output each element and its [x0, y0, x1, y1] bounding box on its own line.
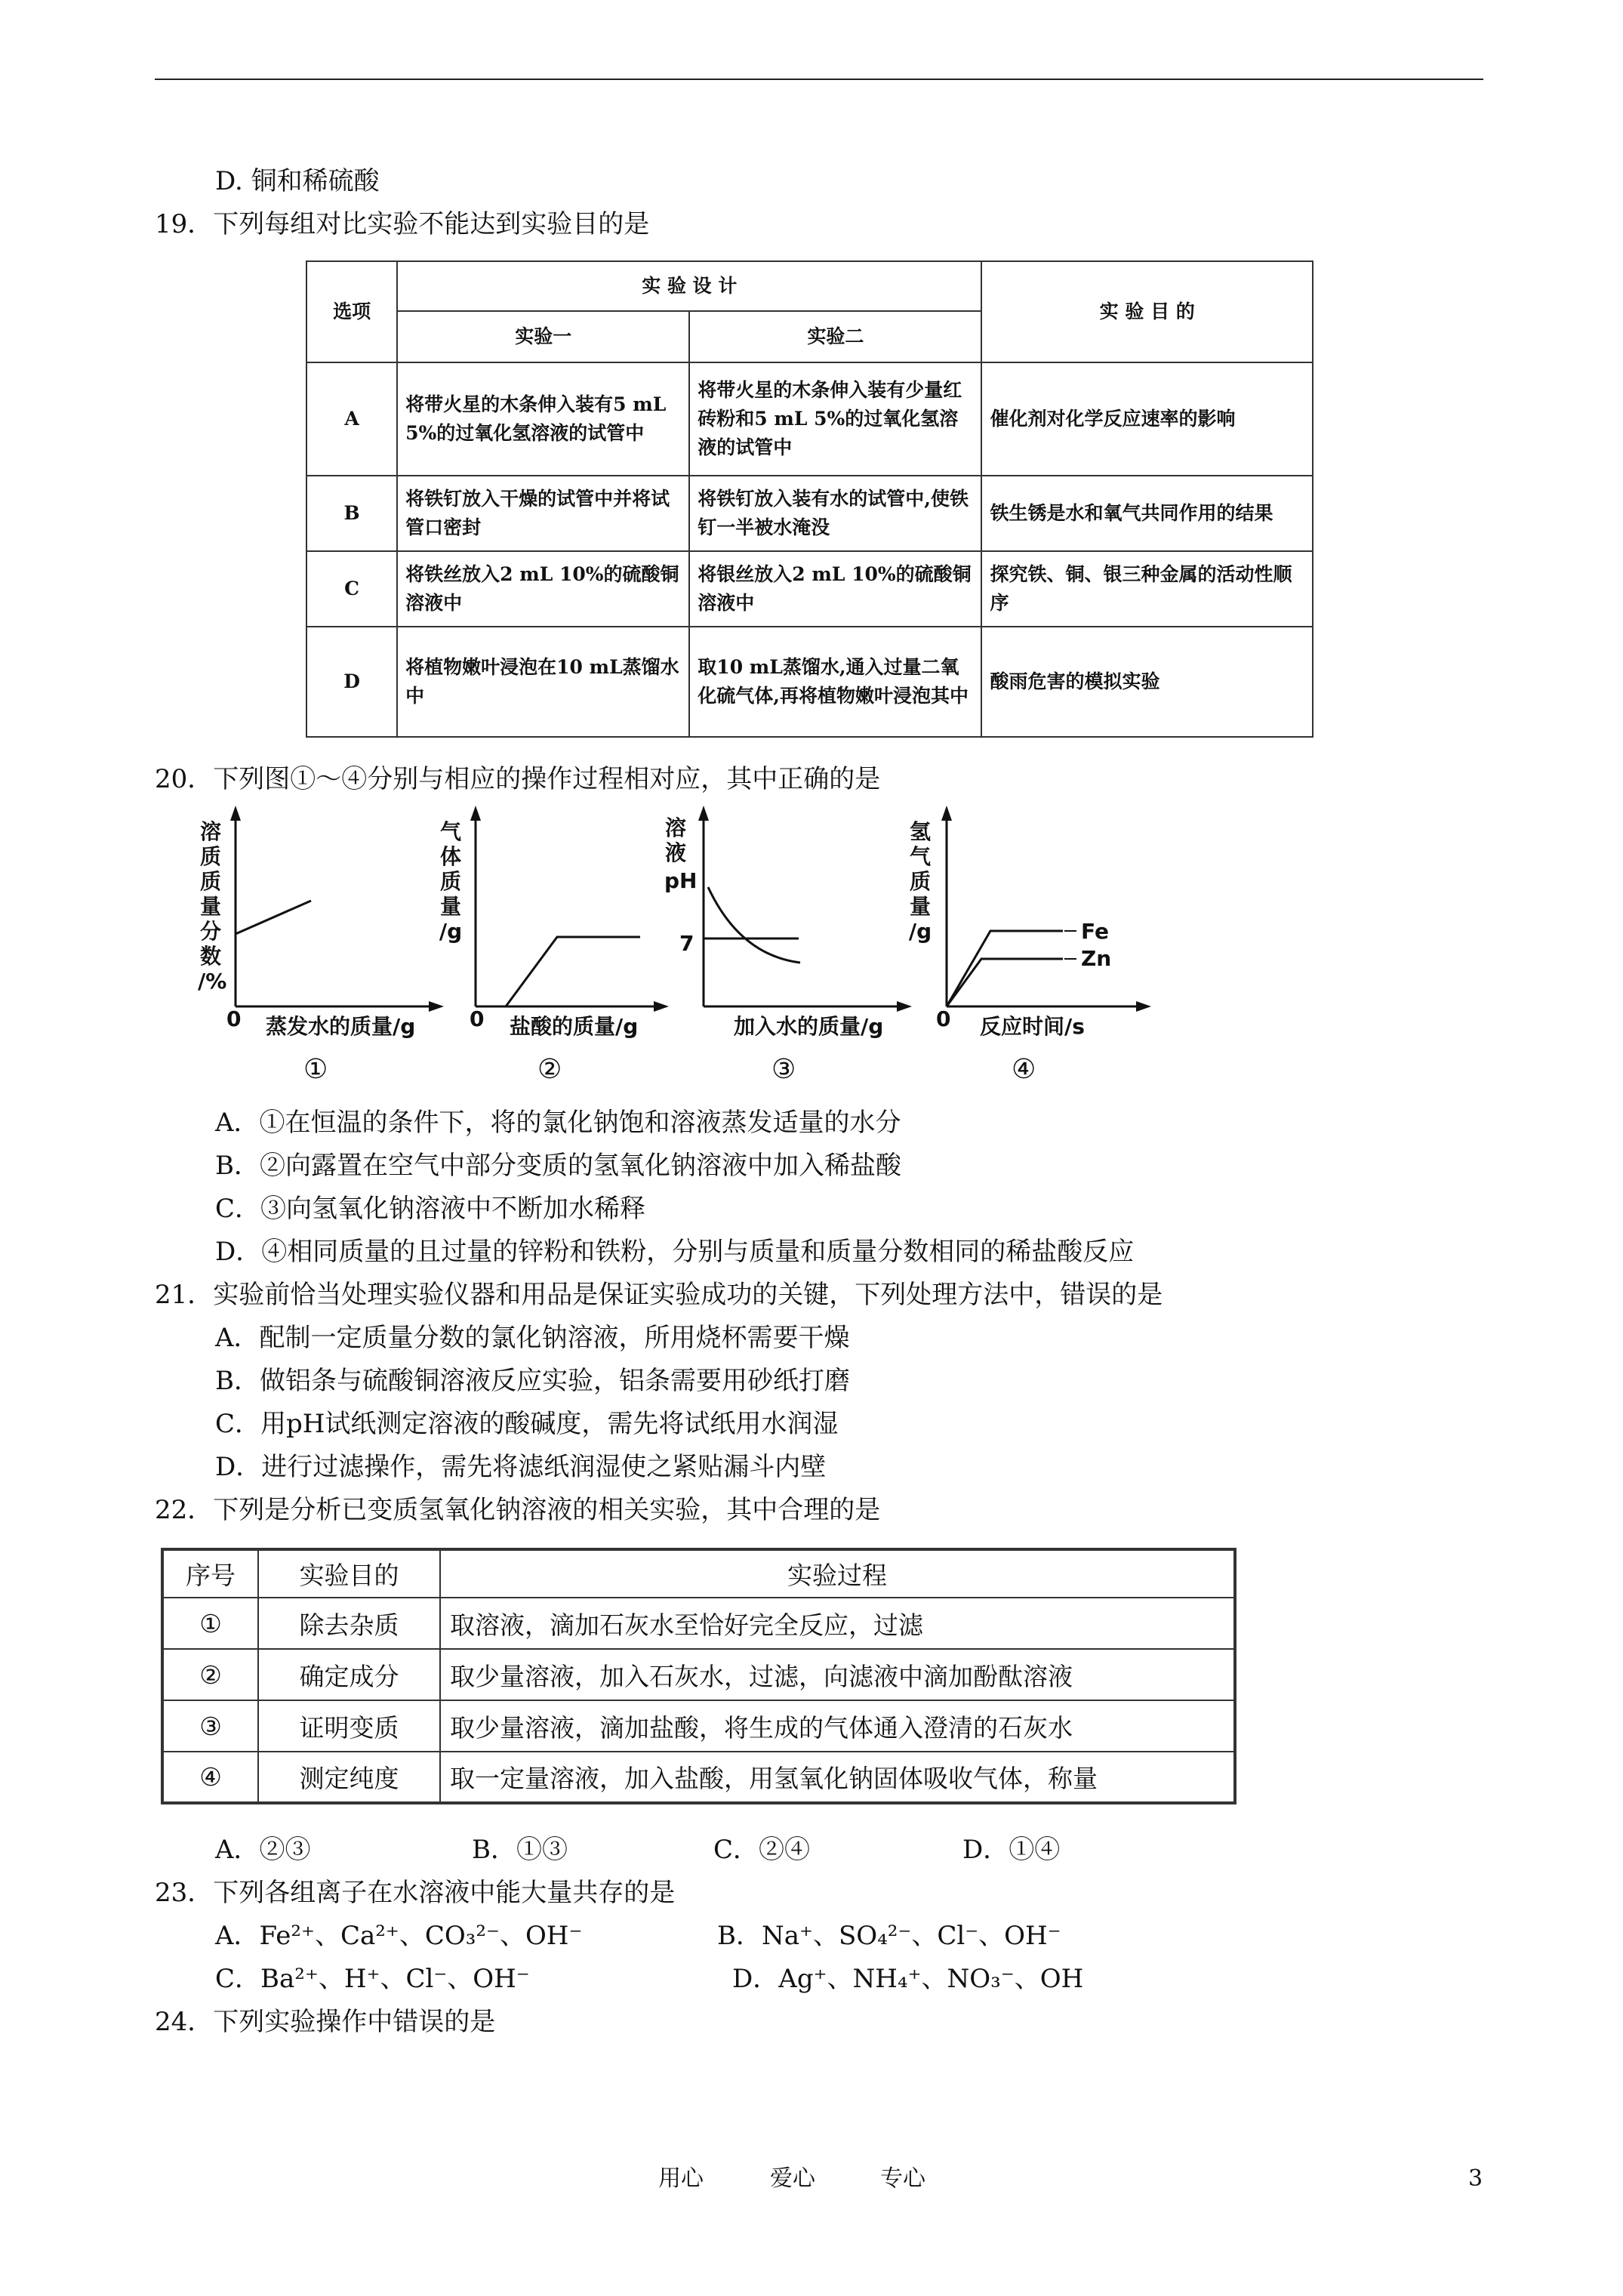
graph1-ylabel-char: 溶 [199, 819, 221, 844]
graph1-xlabel: 蒸发水的质量/g [266, 1014, 416, 1039]
graph3-ylabel: 溶 液 [664, 815, 686, 865]
graph4-number: ④ [1012, 1054, 1036, 1085]
graph4-y-arrow [941, 806, 952, 821]
q22-option-c: C．②④ [713, 1835, 811, 1865]
graph4-x-arrow [1136, 1001, 1151, 1012]
graph3-seven: 7 [679, 931, 694, 956]
q19-row-d-option: D [306, 627, 397, 737]
q20-option-d: D．④相同质量的且过量的锌粉和铁粉，分别与质量和质量分数相同的稀盐酸反应 [215, 1237, 1135, 1267]
q19-row-c-option: C [306, 551, 397, 627]
page-number: 3 [1468, 2165, 1483, 2192]
graph3-x-arrow [897, 1001, 912, 1012]
q19-row-a-exp1: 将带火星的木条伸入装有5 mL 5%的过氧化氢溶液的试管中 [397, 362, 689, 476]
graph4 [930, 804, 1172, 1031]
graph4-ylabel-char: 气 [909, 844, 931, 869]
q19-row-d-purpose: 酸雨危害的模拟实验 [981, 627, 1313, 737]
graph1-ylabel-char: 质 [199, 869, 221, 894]
q20-option-a: A．①在恒温的条件下，将的氯化钠饱和溶液蒸发适量的水分 [215, 1108, 901, 1138]
q21-option-c: C．用pH试纸测定溶液的酸碱度，需先将试纸用水润湿 [215, 1409, 839, 1439]
q22-row3-process: 取少量溶液，滴加盐酸，将生成的气体通入澄清的石灰水 [440, 1700, 1235, 1752]
q22-row2-no: ② [162, 1649, 258, 1700]
graph4-curve-zn [947, 959, 1063, 1006]
graph1-ylabel-char: 数 [199, 944, 221, 969]
q19-row-a-option: A [306, 362, 397, 476]
q22-header-process: 实验过程 [440, 1549, 1235, 1598]
graph4-ylabel-char: 质 [909, 869, 931, 894]
graph1-x-arrow [429, 1001, 444, 1012]
q19-header-exp1: 实验一 [397, 311, 689, 362]
q23-stem: 23．下列各组离子在水溶液中能大量共存的是 [155, 1878, 676, 1908]
q21-stem: 21．实验前恰当处理实验仪器和用品是保证实验成功的关键，下列处理方法中，错误的是 [155, 1280, 1163, 1310]
graph4-label-fe: Fe [1081, 919, 1109, 944]
q22-stem: 22．下列是分析已变质氢氧化钠溶液的相关实验，其中合理的是 [155, 1495, 881, 1525]
graph2-ylabel-char: 体 [439, 844, 461, 869]
graph1-y-arrow [230, 806, 241, 821]
graph3-y-arrow [698, 806, 709, 821]
graph2-zero: 0 [470, 1006, 485, 1031]
q19-row-b-exp2: 将铁钉放入装有水的试管中,使铁钉一半被水淹没 [689, 476, 981, 551]
q23-option-c: C．Ba²⁺、H⁺、Cl⁻、OH⁻ [215, 1964, 530, 1994]
q22-option-b: B．①③ [472, 1835, 568, 1865]
q19-header-option: 选项 [306, 261, 397, 362]
graph4-xlabel: 反应时间/s [980, 1014, 1085, 1039]
q19-row-d-exp2: 取10 mL蒸馏水,通入过量二氧化硫气体,再将植物嫩叶浸泡其中 [689, 627, 981, 737]
graph2-xlabel: 盐酸的质量/g [510, 1014, 639, 1039]
q19-stem: 19．下列每组对比实验不能达到实验目的是 [155, 209, 650, 239]
q21-option-d: D．进行过滤操作，需先将滤纸润湿使之紧贴漏斗内壁 [215, 1452, 827, 1482]
q19-row-d-exp1: 将植物嫩叶浸泡在10 mL蒸馏水中 [397, 627, 689, 737]
q22-row2-process: 取少量溶液，加入石灰水，过滤，向滤液中滴加酚酞溶液 [440, 1649, 1235, 1700]
graph1-curve [236, 901, 311, 934]
graph2-x-arrow [654, 1001, 669, 1012]
q19-row-c-purpose: 探究铁、铜、银三种金属的活动性顺序 [981, 551, 1313, 627]
q19-row-a-exp2: 将带火星的木条伸入装有少量红砖粉和5 mL 5%的过氧化氢溶液的试管中 [689, 362, 981, 476]
graph1-ylabel-char: 质 [199, 844, 221, 869]
q19-header-purpose: 实 验 目 的 [981, 261, 1313, 362]
q19-header-design: 实 验 设 计 [397, 261, 981, 311]
graph2-number: ② [537, 1054, 562, 1085]
graph1-ylabel-char: 量 [199, 894, 221, 919]
q19-row-b-option: B [306, 476, 397, 551]
q23-option-d: D．Ag⁺、NH₄⁺、NO₃⁻、OH [732, 1964, 1084, 1994]
q19-row-a-purpose: 催化剂对化学反应速率的影响 [981, 362, 1313, 476]
q22-row1-process: 取溶液，滴加石灰水至恰好完全反应，过滤 [440, 1598, 1235, 1649]
q22-row3-no: ③ [162, 1700, 258, 1752]
footer-word-2: 爱心 [770, 2165, 815, 2192]
graph4-ylabel [907, 819, 933, 944]
graph2-ylabel-char: /g [439, 919, 463, 944]
graph2-ylabel-char: 量 [439, 894, 461, 919]
graph3-curve [708, 887, 800, 963]
graph3-number: ③ [771, 1054, 796, 1085]
q22-option-d: D．①④ [962, 1835, 1061, 1865]
graph4-zero: 0 [936, 1006, 951, 1031]
q22-header-no: 序号 [162, 1549, 258, 1598]
header-rule [155, 79, 1483, 80]
q22-table [161, 1548, 1236, 1804]
q19-row-c-exp1: 将铁丝放入2 mL 10%的硫酸铜溶液中 [397, 551, 689, 627]
graph2-ylabel-char: 质 [439, 869, 461, 894]
graph1-ylabel-char: 分 [199, 919, 221, 944]
graph2-y-arrow [470, 806, 481, 821]
q19-header-exp2: 实验二 [689, 311, 981, 362]
q22-row1-no: ① [162, 1598, 258, 1649]
graph3 [687, 804, 929, 1031]
graph1-ylabel-char: /% [198, 969, 227, 994]
q20-stem: 20．下列图①～④分别与相应的操作过程相对应，其中正确的是 [155, 764, 881, 794]
graph3-xlabel: 加入水的质量/g [734, 1014, 884, 1039]
q22-header-purpose: 实验目的 [258, 1549, 440, 1598]
q19-row-b-exp1: 将铁钉放入干燥的试管中并将试管口密封 [397, 476, 689, 551]
graph1-number: ① [303, 1054, 328, 1085]
q21-option-b: B．做铝条与硫酸铜溶液反应实验，铝条需要用砂纸打磨 [215, 1366, 850, 1396]
q23-option-b: B．Na⁺、SO₄²⁻、Cl⁻、OH⁻ [717, 1921, 1061, 1951]
q21-option-a: A．配制一定质量分数的氯化钠溶液，所用烧杯需要干燥 [215, 1323, 850, 1353]
q22-row3-purpose: 证明变质 [258, 1700, 440, 1752]
graph1-zero: 0 [226, 1006, 242, 1031]
footer-word-1: 用心 [658, 2165, 704, 2192]
q24-stem: 24．下列实验操作中错误的是 [155, 2007, 496, 2037]
graph2-ylabel-char: 气 [439, 819, 461, 844]
graph4-label-zn: Zn [1081, 946, 1112, 971]
graph4-ylabel-char: 量 [909, 894, 931, 919]
q22-row4-purpose: 测定纯度 [258, 1752, 440, 1803]
q22-option-a: A．②③ [215, 1835, 311, 1865]
q22-row4-process: 取一定量溶液，加入盐酸，用氢氧化钠固体吸收气体，称量 [440, 1752, 1235, 1803]
graph4-ylabel-char: /g [908, 919, 932, 944]
q23-option-a: A．Fe²⁺、Ca²⁺、CO₃²⁻、OH⁻ [215, 1921, 583, 1951]
q22-row4-no: ④ [162, 1752, 258, 1803]
q22-row1-purpose: 除去杂质 [258, 1598, 440, 1649]
q20-option-c: C．③向氢氧化钠溶液中不断加水稀释 [215, 1194, 646, 1224]
footer-word-3: 专心 [880, 2165, 925, 2192]
graph3-ylabel-ph: pH [664, 868, 698, 893]
q22-row2-purpose: 确定成分 [258, 1649, 440, 1700]
graph2-curve [506, 937, 640, 1006]
q19-row-c-exp2: 将银丝放入2 mL 10%的硫酸铜溶液中 [689, 551, 981, 627]
graph4-curve-fe [947, 931, 1063, 1006]
graph2 [459, 804, 685, 1031]
q18-option-d: D. 铜和稀硫酸 [215, 166, 380, 196]
q19-table [306, 260, 1313, 738]
q20-option-b: B．②向露置在空气中部分变质的氢氧化钠溶液中加入稀盐酸 [215, 1151, 901, 1181]
q19-row-b-purpose: 铁生锈是水和氧气共同作用的结果 [981, 476, 1313, 551]
graph4-ylabel-char: 氢 [909, 819, 931, 844]
